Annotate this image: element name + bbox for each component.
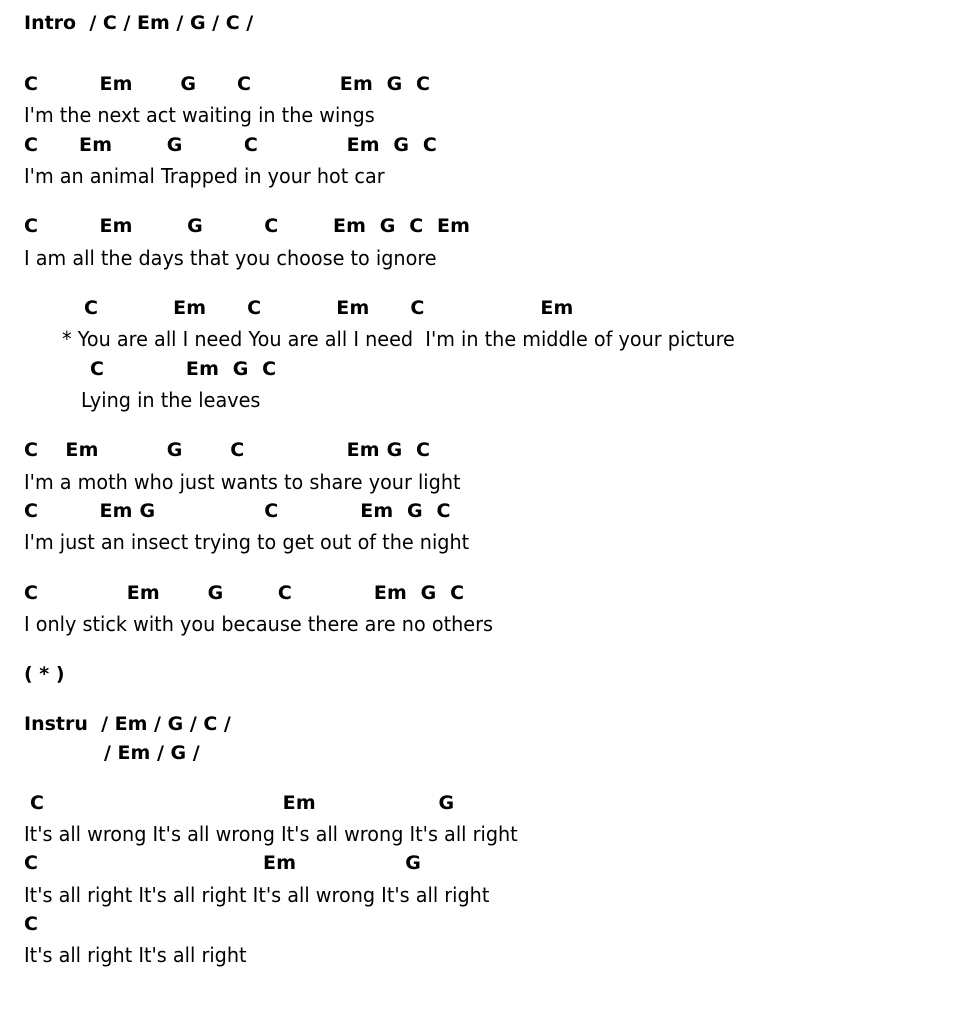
chord-line: C Em G C bbox=[90, 358, 277, 380]
chord-line: C Em G C Em G C bbox=[24, 439, 431, 461]
lyric-line: It's all wrong It's all wrong It's all wrong It's all right bbox=[24, 822, 518, 846]
chord-line: C Em G bbox=[24, 852, 422, 874]
chord-line: C Em G bbox=[30, 792, 455, 814]
chord-line: C Em G C Em G C Em bbox=[24, 215, 471, 237]
instrumental-line: Instru / Em / G / C / bbox=[24, 713, 231, 735]
instrumental-line: / Em / G / bbox=[104, 742, 200, 764]
chorus-reference: ( * ) bbox=[24, 663, 65, 685]
chord-line: C Em G C Em G C bbox=[24, 134, 437, 156]
chord-line: C Em G C Em G C bbox=[24, 73, 431, 95]
chord-line: C Em G C Em G C bbox=[24, 500, 451, 522]
lyric-line: I'm a moth who just wants to share your light bbox=[24, 470, 461, 494]
lyric-line: Lying in the leaves bbox=[81, 388, 261, 412]
lyric-line: It's all right It's all right It's all wrong It's all right bbox=[24, 883, 490, 907]
lyric-line: I'm an animal Trapped in your hot car bbox=[24, 164, 385, 188]
lyric-line: * You are all I need You are all I need I'm in the middle of your picture bbox=[62, 327, 735, 351]
lyric-line: I only stick with you because there are no others bbox=[24, 612, 493, 636]
lyric-line: I am all the days that you choose to ignore bbox=[24, 246, 437, 270]
chord-line: C bbox=[24, 913, 39, 935]
lyric-line: It's all right It's all right bbox=[24, 943, 247, 967]
chord-line: C Em C Em C Em bbox=[84, 297, 574, 319]
lyric-line: I'm the next act waiting in the wings bbox=[24, 103, 375, 127]
chord-line: C Em G C Em G C bbox=[24, 582, 465, 604]
lyric-line: I'm just an insect trying to get out of the night bbox=[24, 530, 470, 554]
intro-line: Intro / C / Em / G / C / bbox=[24, 12, 254, 34]
